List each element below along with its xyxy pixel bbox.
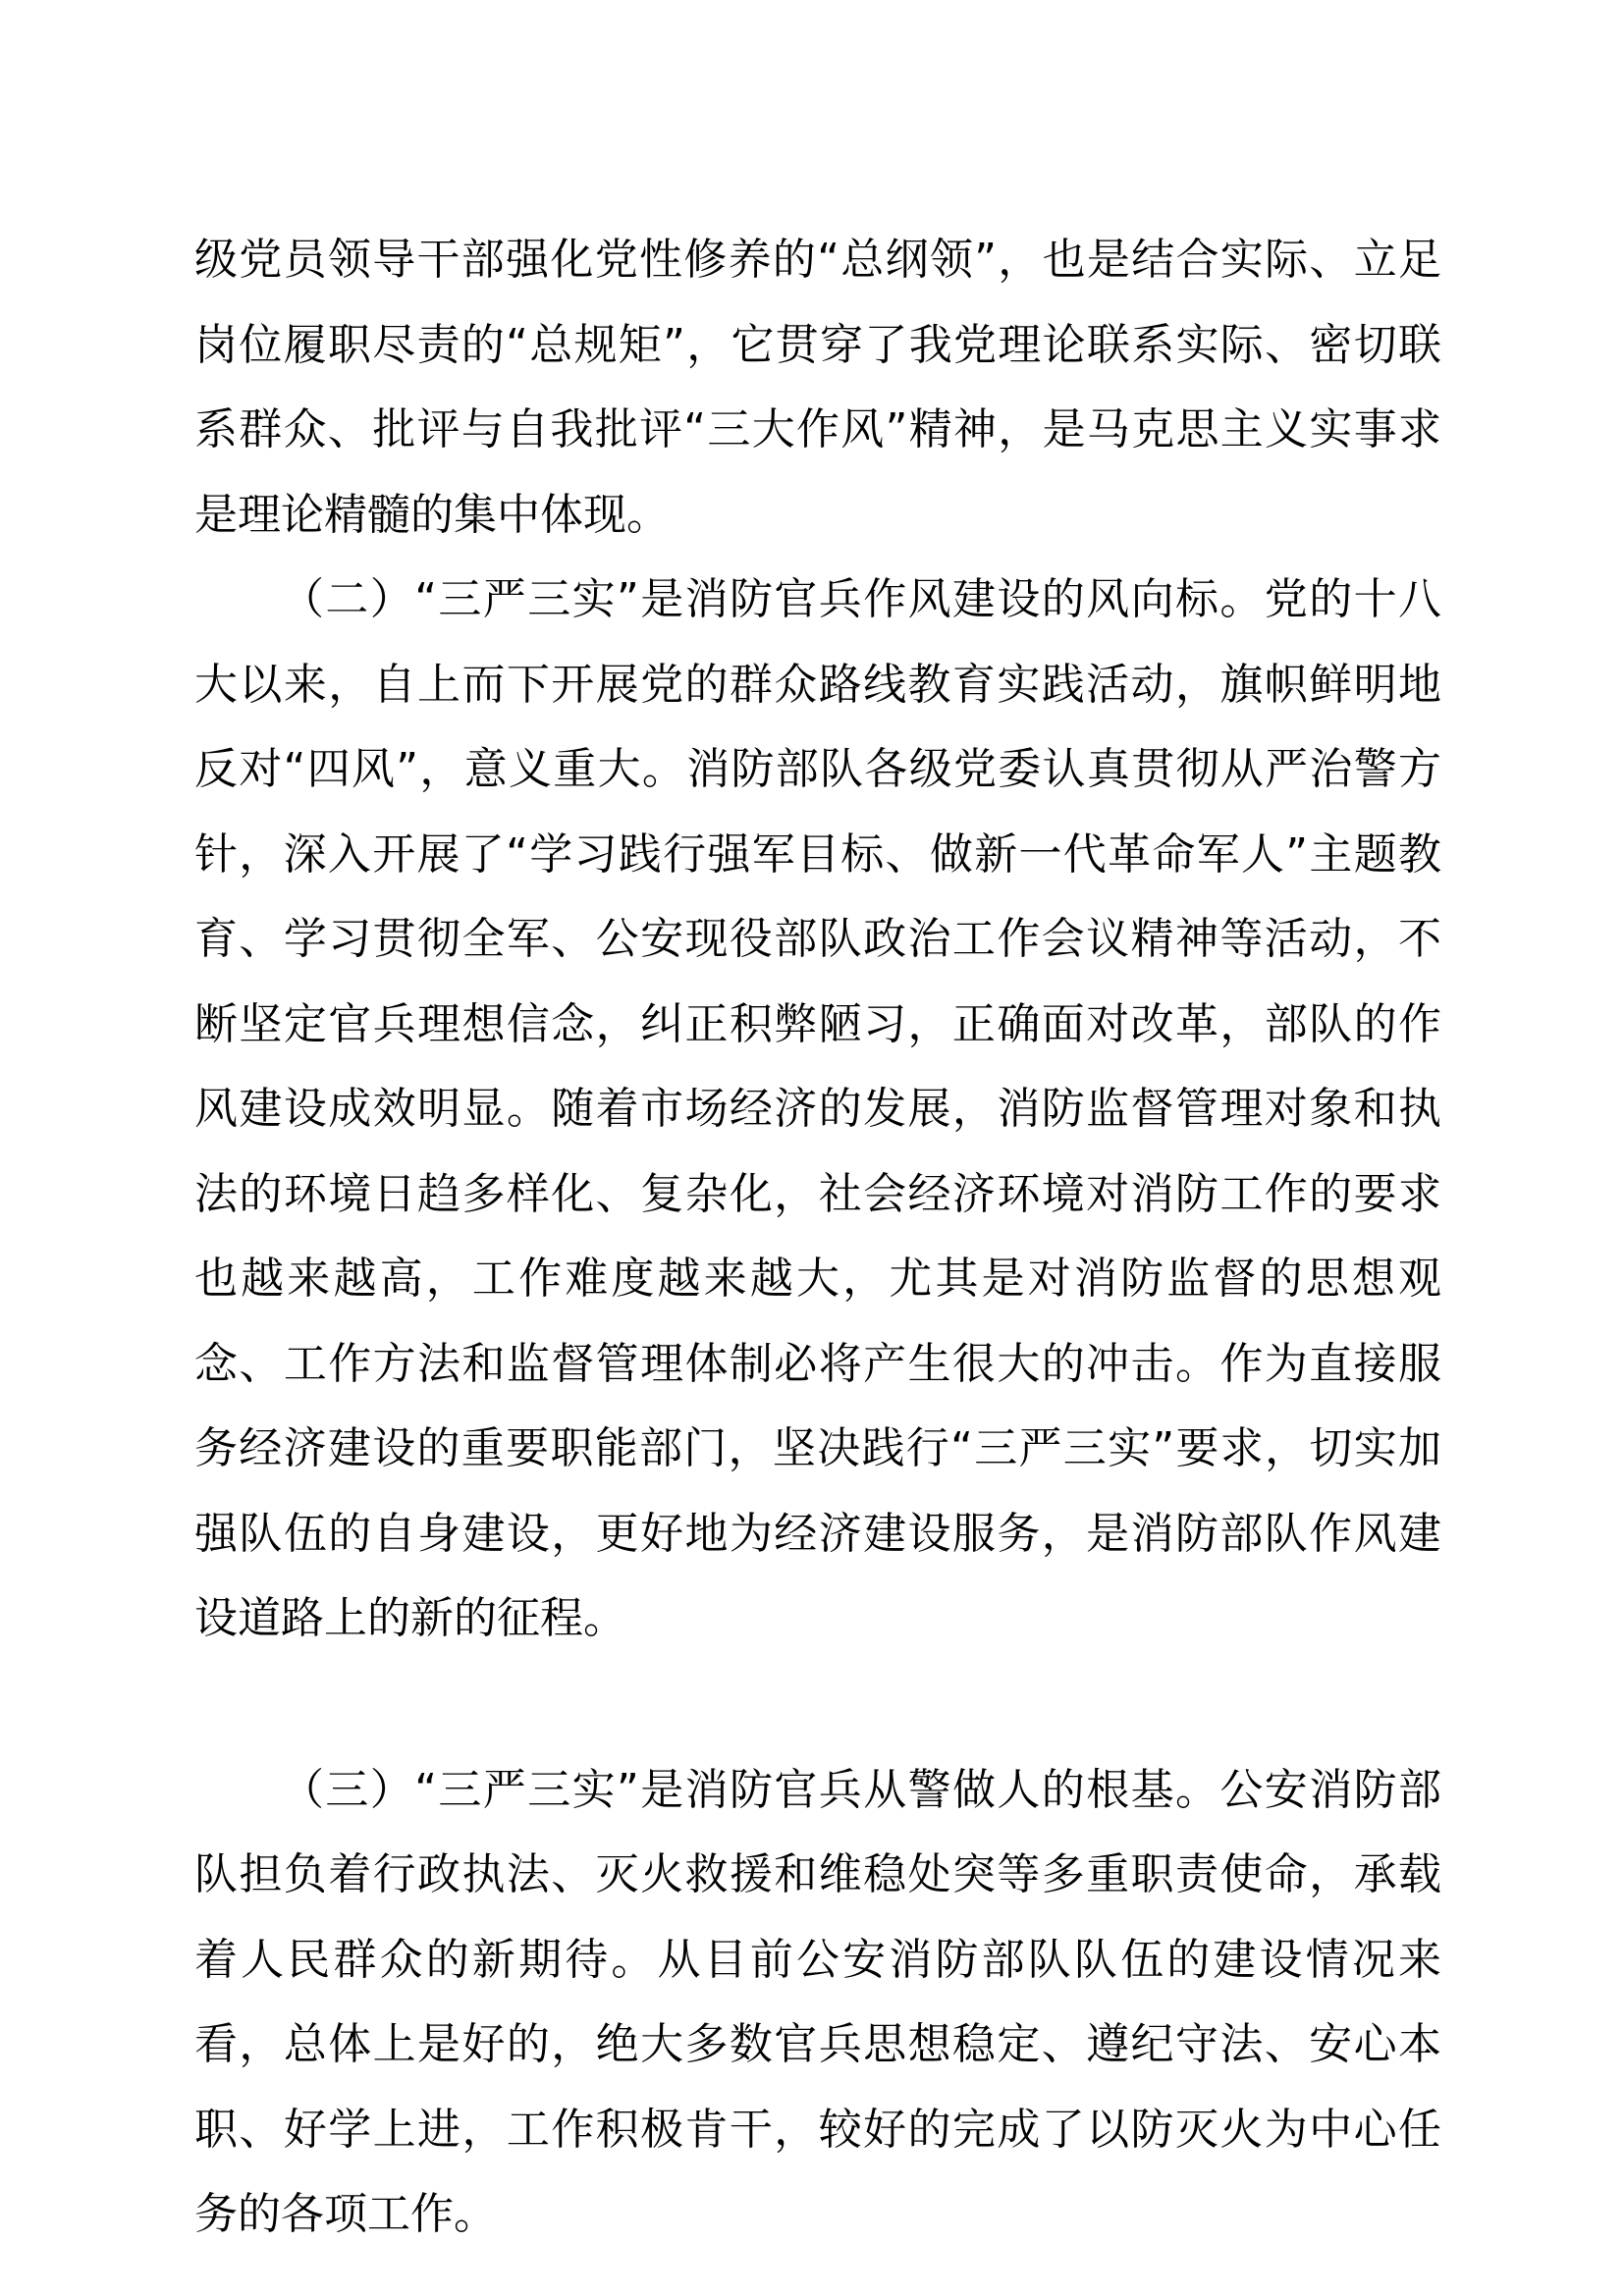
document-body	[194, 218, 1441, 2258]
paragraph-continuation: 级党员领导干部强化党性修养的“总纲领”，也是结合实际、立足岗位履职尽责的“总规矩”，它贯穿了我党理论联系实际、密切联系群众、批评与自我批评“三大作风”精神，是马克思主义实事求是理论精髓的集中体现。	[194, 235, 1441, 540]
paragraph-section-three: （三）“三严三实”是消防官兵从警做人的根基。公安消防部队担负着行政执法、灭火救援和维稳处突等多重职责使命，承载着人民群众的新期待。从目前公安消防部队队伍的建设情况来看，总体上是好的，绝大多数官兵思想稳定、遵纪守法、安心本职、好学上进，工作积极肯干，较好的完成了以防灭火为中心任务的各项工作。	[194, 1764, 1441, 2239]
paragraph-section-two: （二）“三严三实”是消防官兵作风建设的风向标。党的十八大以来，自上而下开展党的群众路线教育实践活动，旗帜鲜明地反对“四风”，意义重大。消防部队各级党委认真贯彻从严治警方针，深入开展了“学习践行强军目标、做新一代革命军人”主题教育、学习贯彻全军、公安现役部队政治工作会议精神等活动，不断坚定官兵理想信念，纠正积弊陋习，正确面对改革，部队的作风建设成效明显。随着市场经济的发展，消防监督管理对象和执法的环境日趋多样化、复杂化，社会经济环境对消防工作的要求也越来越高，工作难度越来越大，尤其是对消防监督的思想观念、工作方法和监督管理体制必将产生很大的冲击。作为直接服务经济建设的重要职能部门，坚决践行“三严三实”要求，切实加强队伍的自身建设，更好地为经济建设服务，是消防部队作风建设道路上的新的征程。	[194, 574, 1441, 1643]
paragraph-gap	[194, 1662, 1441, 1748]
